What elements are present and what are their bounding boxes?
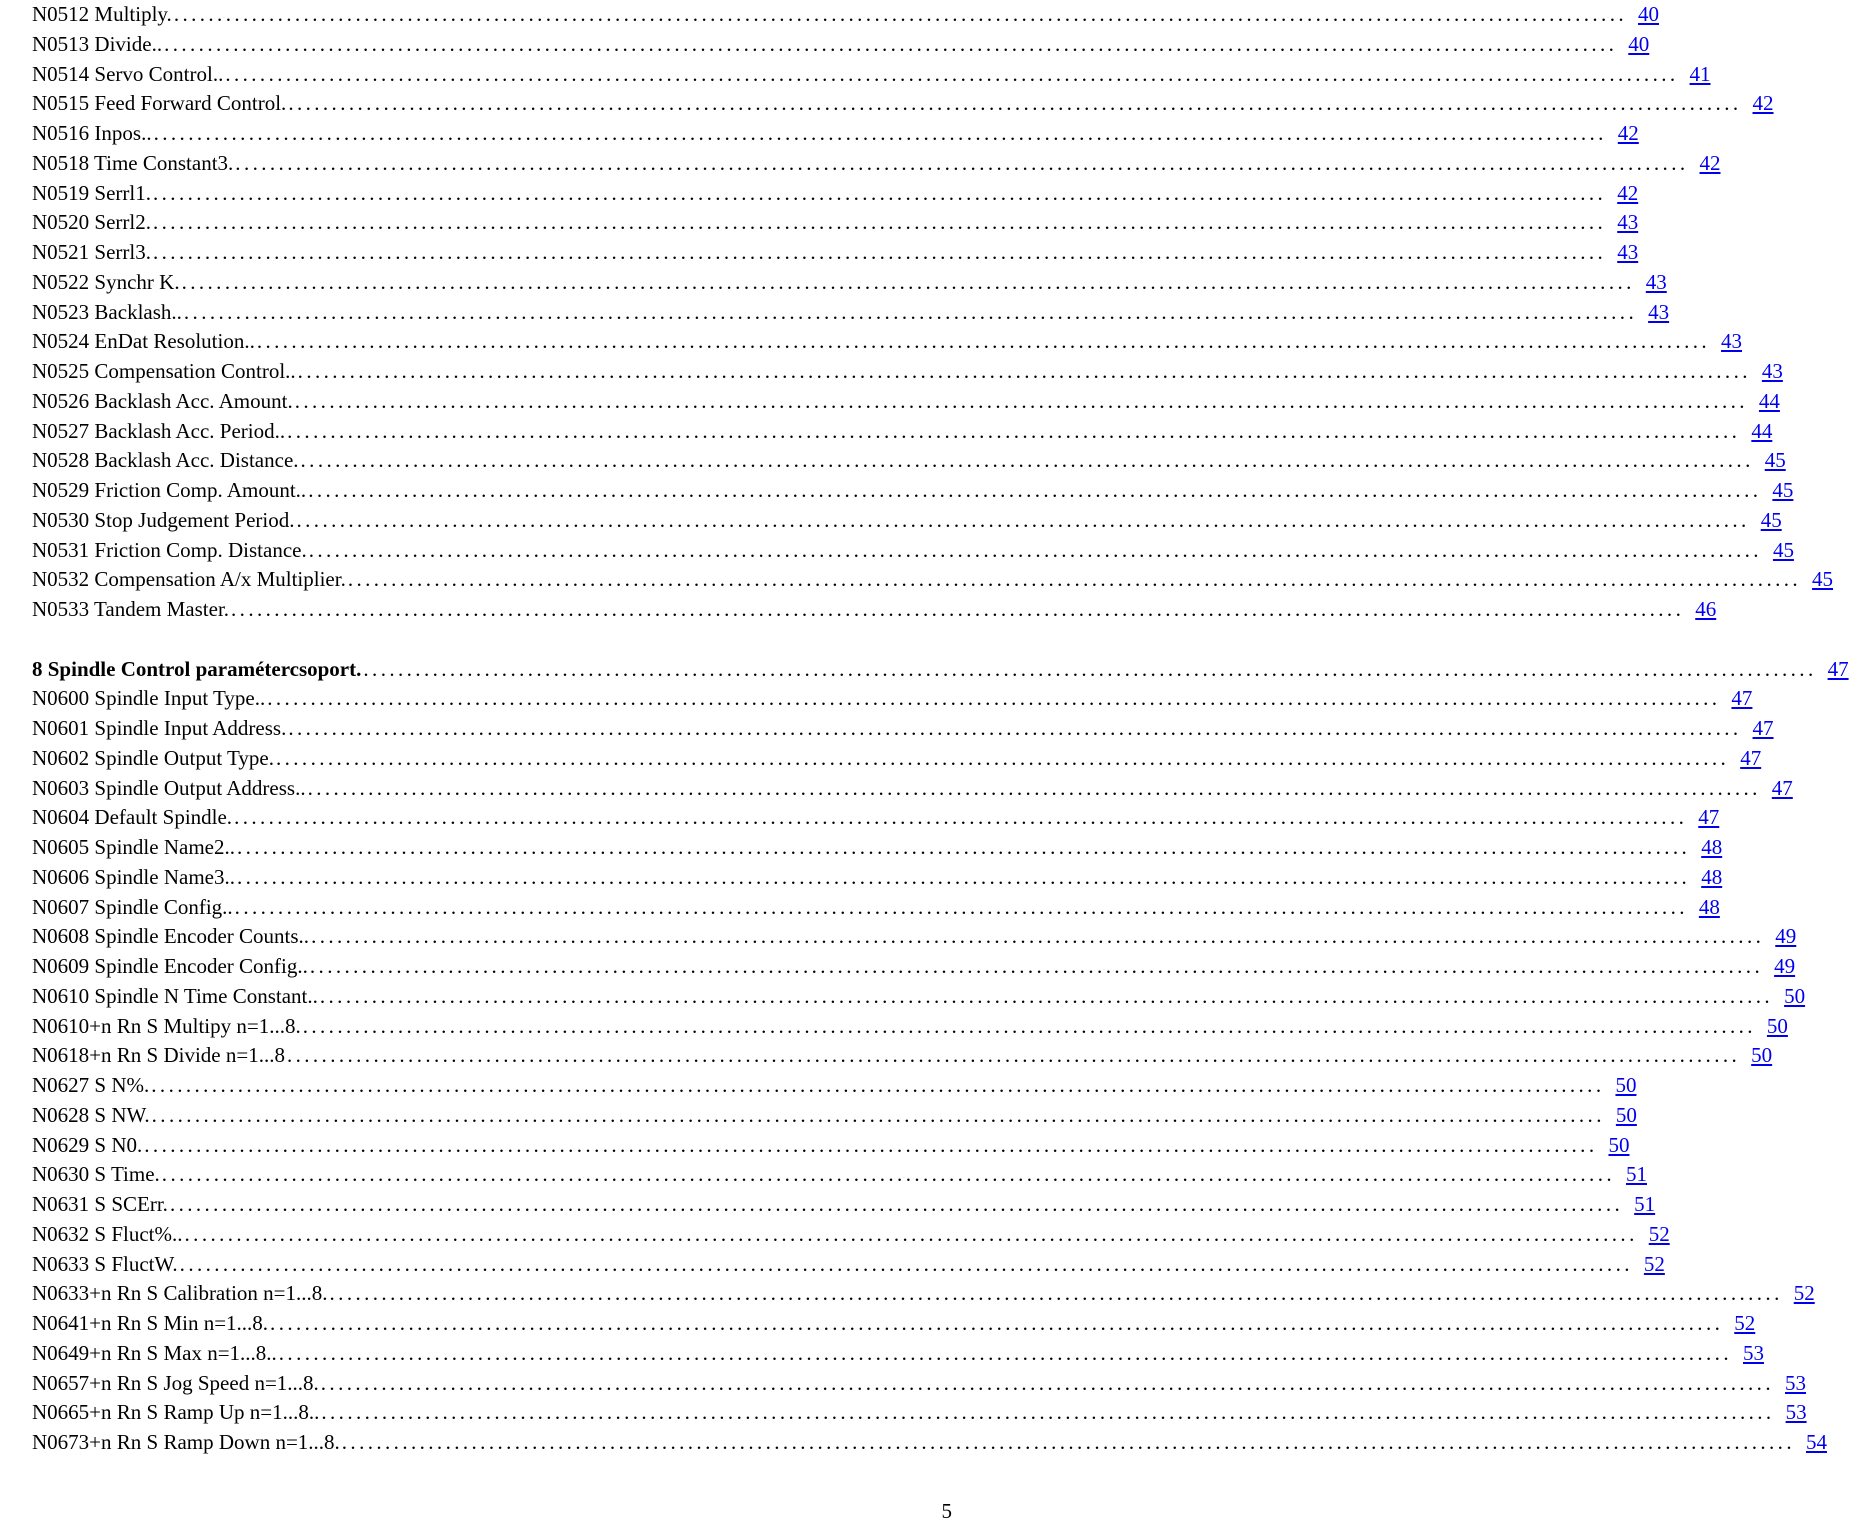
section-gap: [32, 625, 954, 655]
toc-entry-page-link[interactable]: 47: [1771, 775, 1793, 800]
toc-dot-leader: ........................................................................................................................................................................: [286, 1043, 1741, 1068]
toc-entry-page-link[interactable]: 43: [1721, 329, 1743, 354]
toc-entry-label: N0673+n Rn S Ramp Down n=1...8.: [32, 1430, 340, 1454]
toc-entry: [32, 298, 1670, 328]
toc-entry: [32, 179, 1639, 209]
toc-entry-label: N0512 Multiply.: [32, 2, 172, 26]
toc-entry: [32, 387, 1780, 417]
toc-entry: [32, 357, 1783, 387]
toc-entry-page-link[interactable]: 48: [1698, 894, 1720, 919]
toc-entry-page-link[interactable]: 52: [1734, 1311, 1756, 1335]
toc-dot-leader: ........................................................................................................................................................................: [235, 150, 1689, 175]
toc-entry: [32, 565, 1834, 595]
toc-entry-page-link[interactable]: 45: [1812, 567, 1834, 592]
page-number: 5: [941, 1499, 952, 1523]
toc-entry-label: N0518 Time Constant3.: [32, 150, 234, 175]
toc-entry: [32, 119, 1639, 149]
toc-dot-leader: ........................................................................................................................................................................: [151, 1073, 1605, 1097]
toc-entry-label: N0605 Spindle Name2..: [32, 835, 235, 859]
toc-entry-page-link[interactable]: 43: [1617, 210, 1639, 235]
toc-entry-label: N0627 S N%.: [32, 1073, 150, 1097]
toc-dot-leader: ........................................................................................................................................................................: [308, 537, 1762, 562]
toc-entry: [32, 714, 1774, 744]
toc-entry-label: N0529 Friction Comp. Amount..: [32, 478, 307, 502]
toc-group-1: [32, 0, 1834, 625]
toc-entry-page-link[interactable]: 52: [1793, 1281, 1815, 1306]
toc-entry-label: N0657+n Rn S Jog Speed n=1...8.: [32, 1370, 319, 1395]
toc-entry: [32, 238, 1639, 268]
toc-dot-leader: ........................................................................................................................................................................: [267, 686, 1721, 711]
toc-entry-page-link[interactable]: 53: [1785, 1400, 1807, 1425]
toc-entry-label: N0530 Stop Judgement Period.: [32, 507, 295, 532]
toc-section-heading-spindle-control: [32, 655, 1849, 685]
toc-entry-label: N0521 Serrl3.: [32, 240, 151, 264]
toc-entry-label: N0641+n Rn S Min n=1...8.: [32, 1311, 269, 1335]
toc-entry-label: N0533 Tandem Master.: [32, 597, 230, 621]
toc-dot-leader: ........................................................................................................................................................................: [363, 656, 1817, 681]
toc-entry-label: N0601 Spindle Input Address.: [32, 716, 287, 740]
toc-dot-leader: ........................................................................................................................................................................: [236, 835, 1691, 859]
toc-entry: [32, 1190, 1656, 1220]
toc-entry: [32, 1369, 1806, 1399]
toc-entry-label: N0524 EnDat Resolution..: [32, 329, 255, 354]
toc-section-heading-page-link[interactable]: 47: [1827, 656, 1849, 681]
toc-entry: [32, 1131, 1630, 1161]
toc-entry: [32, 0, 1660, 30]
toc-entry-page-link[interactable]: 49: [1774, 954, 1796, 978]
toc-entry-label: N0610+n Rn S Multipy n=1...8.: [32, 1013, 301, 1038]
toc-entry: [32, 149, 1721, 179]
toc-entry-page-link[interactable]: 50: [1608, 1132, 1630, 1157]
toc-entry: [32, 536, 1794, 566]
toc-entry: [32, 1101, 1637, 1131]
toc-dot-leader: ........................................................................................................................................................................: [161, 1162, 1615, 1187]
toc-dot-leader: ........................................................................................................................................................................: [287, 418, 1741, 443]
toc-entry: [32, 863, 1723, 893]
toc-entry-page-link[interactable]: 51: [1626, 1162, 1647, 1187]
toc-entry: [32, 1339, 1764, 1369]
toc-entry-page-link[interactable]: 47: [1731, 686, 1753, 711]
toc-entry-page-link[interactable]: 43: [1761, 359, 1783, 383]
toc-dot-leader: ........................................................................................................................................................................: [347, 567, 1802, 592]
toc-dot-leader: ........................................................................................................................................................................: [234, 894, 1688, 919]
toc-entry-label: N0607 Spindle Config..: [32, 894, 233, 919]
toc-entry-label: N0633+n Rn S Calibration n=1...8.: [32, 1281, 328, 1306]
toc-dot-leader: ........................................................................................................................................................................: [300, 448, 1754, 473]
toc-entry-label: N0610 Spindle N Time Constant..: [32, 983, 318, 1008]
toc-entry-page-link[interactable]: 47: [1752, 716, 1774, 740]
toc-dot-leader: ........................................................................................................................................................................: [329, 1281, 1783, 1306]
toc-entry-page-link[interactable]: 50: [1784, 983, 1806, 1008]
toc-entry-page-link[interactable]: 49: [1775, 924, 1797, 949]
toc-dot-leader: ........................................................................................................................................................................: [183, 299, 1638, 324]
toc-entry: [32, 1428, 1827, 1458]
toc-dot-leader: ........................................................................................................................................................................: [225, 61, 1679, 86]
toc-entry-page-link[interactable]: 42: [1617, 180, 1639, 205]
toc-entry: [32, 803, 1720, 833]
toc-entry-page-link[interactable]: 50: [1615, 1073, 1637, 1097]
toc-section-heading-label: 8 Spindle Control paramétercsoport.: [32, 656, 362, 681]
toc-dot-leader: ........................................................................................................................................................................: [294, 388, 1748, 413]
toc-entry-page-link[interactable]: 53: [1784, 1370, 1806, 1395]
toc-dot-leader: ........................................................................................................................................................................: [308, 478, 1762, 502]
toc-entry-page-link[interactable]: 50: [1615, 1102, 1637, 1127]
toc-dot-leader: ........................................................................................................................................................................: [307, 775, 1761, 800]
toc-entry-page-link[interactable]: 43: [1648, 299, 1670, 324]
toc-entry-page-link[interactable]: 47: [1740, 745, 1762, 770]
toc-entry-page-link[interactable]: 48: [1701, 864, 1723, 889]
toc-dot-leader: ........................................................................................................................................................................: [275, 745, 1730, 770]
toc-entry-label: N0608 Spindle Encoder Counts..: [32, 924, 310, 949]
toc-entry-page-link[interactable]: 44: [1751, 418, 1773, 443]
toc-dot-leader: ........................................................................................................................................................................: [173, 2, 1628, 26]
toc-entry-label: N0519 Serrl1.: [32, 180, 151, 205]
toc-entry-page-link[interactable]: 41: [1689, 61, 1711, 86]
toc-entry: [32, 1398, 1807, 1428]
toc-entry: [32, 476, 1794, 506]
toc-entry: [32, 208, 1639, 238]
toc-dot-leader: ........................................................................................................................................................................: [151, 1102, 1605, 1127]
toc-dot-leader: ........................................................................................................................................................................: [311, 924, 1765, 949]
toc-dot-leader: ........................................................................................................................................................................: [153, 121, 1607, 145]
toc-dot-leader: ........................................................................................................................................................................: [234, 805, 1688, 830]
toc-entry: [32, 446, 1786, 476]
toc-entry: [32, 1279, 1815, 1309]
toc-entry: [32, 1160, 1647, 1190]
toc-dot-leader: ........................................................................................................................................................................: [153, 180, 1607, 205]
toc-dot-leader: ........................................................................................................................................................................: [321, 1400, 1775, 1425]
toc-entry: [32, 89, 1774, 119]
toc-entry-page-link[interactable]: 45: [1764, 448, 1786, 473]
toc-entry-label: N0522 Synchr K.: [32, 269, 180, 294]
toc-dot-leader: ........................................................................................................................................................................: [184, 1221, 1638, 1246]
toc-dot-leader: ........................................................................................................................................................................: [341, 1430, 1795, 1454]
toc-entry-label: N0514 Servo Control..: [32, 61, 224, 86]
toc-entry-label: N0618+n Rn S Divide n=1...8: [32, 1043, 285, 1068]
toc-entry: [32, 1220, 1670, 1250]
toc-entry: [32, 952, 1796, 982]
toc-entry: [32, 774, 1793, 804]
toc-entry-page-link[interactable]: 54: [1805, 1430, 1827, 1454]
toc-entry-label: N0516 Inpos..: [32, 121, 152, 145]
toc-entry: [32, 60, 1711, 90]
toc-group-2: [32, 684, 1827, 1458]
toc-entry: [32, 684, 1753, 714]
toc-entry-page-link[interactable]: 47: [1698, 805, 1720, 830]
toc-entry-label: N0631 S SCErr.: [32, 1192, 168, 1216]
toc-entry-page-link[interactable]: 42: [1617, 121, 1639, 145]
toc-entry-label: N0632 S Fluct%..: [32, 1221, 183, 1246]
toc-entry-page-link[interactable]: 40: [1628, 31, 1650, 56]
toc-dot-leader: ........................................................................................................................................................................: [288, 716, 1742, 740]
toc-entry-label: N0609 Spindle Encoder Config..: [32, 954, 308, 978]
table-of-contents: [32, 0, 1849, 1458]
toc-entry-label: N0531 Friction Comp. Distance.: [32, 537, 307, 562]
toc-entry-page-link[interactable]: 50: [1766, 1013, 1788, 1038]
toc-entry-label: N0630 S Time.: [32, 1162, 160, 1187]
toc-dot-leader: ........................................................................................................................................................................: [153, 210, 1607, 235]
toc-entry-label: N0606 Spindle Name3..: [32, 864, 235, 889]
toc-entry-page-link[interactable]: 45: [1772, 537, 1794, 562]
toc-entry-page-link[interactable]: 45: [1760, 507, 1782, 532]
toc-entry: [32, 268, 1667, 298]
toc-entry: [32, 982, 1806, 1012]
toc-entry-label: N0602 Spindle Output Type.: [32, 745, 274, 770]
toc-entry-label: N0629 S N0.: [32, 1132, 143, 1157]
toc-dot-leader: ........................................................................................................................................................................: [231, 597, 1685, 621]
toc-dot-leader: ........................................................................................................................................................................: [297, 359, 1751, 383]
toc-entry-page-link[interactable]: 42: [1752, 91, 1774, 116]
toc-entry: [32, 1250, 1665, 1280]
toc-entry-label: N0528 Backlash Acc. Distance.: [32, 448, 299, 473]
toc-dot-leader: ........................................................................................................................................................................: [179, 1251, 1633, 1276]
toc-dot-leader: ........................................................................................................................................................................: [236, 864, 1691, 889]
toc-entry-page-link[interactable]: 42: [1699, 150, 1721, 175]
toc-entry-label: N0513 Divide..: [32, 31, 163, 56]
toc-dot-leader: ........................................................................................................................................................................: [256, 329, 1711, 354]
toc-entry-page-link[interactable]: 53: [1742, 1340, 1764, 1365]
toc-dot-leader: ........................................................................................................................................................................: [270, 1311, 1724, 1335]
toc-entry-label: N0633 S FluctW.: [32, 1251, 178, 1276]
toc-entry-label: N0665+n Rn S Ramp Up n=1...8..: [32, 1400, 320, 1425]
toc-entry-page-link[interactable]: 51: [1634, 1192, 1656, 1216]
toc-entry-page-link[interactable]: 46: [1695, 597, 1717, 621]
toc-entry: [32, 1012, 1788, 1042]
toc-entry: [32, 30, 1650, 60]
toc-entry: [32, 1309, 1756, 1339]
toc-dot-leader: ........................................................................................................................................................................: [153, 240, 1607, 264]
toc-dot-leader: ........................................................................................................................................................................: [296, 507, 1750, 532]
toc-entry: [32, 922, 1797, 952]
toc-entry-label: N0604 Default Spindle.: [32, 805, 233, 830]
toc-entry-page-link[interactable]: 40: [1638, 2, 1660, 26]
toc-entry: [32, 744, 1762, 774]
toc-dot-leader: ........................................................................................................................................................................: [320, 1370, 1774, 1395]
toc-dot-leader: ........................................................................................................................................................................: [169, 1192, 1624, 1216]
toc-entry-page-link[interactable]: 43: [1617, 240, 1639, 264]
toc-dot-leader: ........................................................................................................................................................................: [309, 954, 1764, 978]
toc-dot-leader: ........................................................................................................................................................................: [319, 983, 1774, 1008]
toc-entry-page-link[interactable]: 52: [1643, 1251, 1665, 1276]
toc-entry: [32, 417, 1773, 447]
toc-dot-leader: ........................................................................................................................................................................: [164, 31, 1618, 56]
toc-entry-label: N0523 Backlash..: [32, 299, 182, 324]
toc-entry: [32, 893, 1720, 923]
toc-entry-page-link[interactable]: 45: [1772, 478, 1794, 502]
toc-entry: [32, 1071, 1637, 1101]
toc-entry: [32, 506, 1782, 536]
toc-entry: [32, 327, 1743, 357]
toc-dot-leader: ........................................................................................................................................................................: [278, 1340, 1732, 1365]
toc-entry: [32, 833, 1723, 863]
toc-entry-label: N0526 Backlash Acc. Amount.: [32, 388, 293, 413]
toc-entry-label: N0515 Feed Forward Control.: [32, 91, 287, 116]
toc-entry: [32, 1041, 1773, 1071]
toc-entry-label: N0628 S NW.: [32, 1102, 150, 1127]
toc-entry-label: N0532 Compensation A/x Multiplier.: [32, 567, 346, 592]
toc-entry-page-link[interactable]: 50: [1751, 1043, 1773, 1068]
toc-dot-leader: ........................................................................................................................................................................: [144, 1132, 1598, 1157]
toc-entry-label: N0525 Compensation Control..: [32, 359, 296, 383]
toc-entry-page-link[interactable]: 48: [1701, 835, 1723, 859]
toc-dot-leader: ........................................................................................................................................................................: [181, 269, 1635, 294]
toc-entry-page-link[interactable]: 43: [1645, 269, 1667, 294]
toc-entry-label: N0649+n Rn S Max n=1...8..: [32, 1340, 277, 1365]
toc-dot-leader: ........................................................................................................................................................................: [288, 91, 1742, 116]
toc-entry-label: N0520 Serrl2.: [32, 210, 151, 235]
toc-entry-page-link[interactable]: 52: [1648, 1221, 1670, 1246]
toc-entry-label: N0603 Spindle Output Address..: [32, 775, 306, 800]
toc-dot-leader: ........................................................................................................................................................................: [302, 1013, 1756, 1038]
toc-entry-page-link[interactable]: 44: [1758, 388, 1780, 413]
toc-entry-label: N0527 Backlash Acc. Period..: [32, 418, 286, 443]
toc-entry-label: N0600 Spindle Input Type..: [32, 686, 266, 711]
toc-entry: [32, 595, 1717, 625]
